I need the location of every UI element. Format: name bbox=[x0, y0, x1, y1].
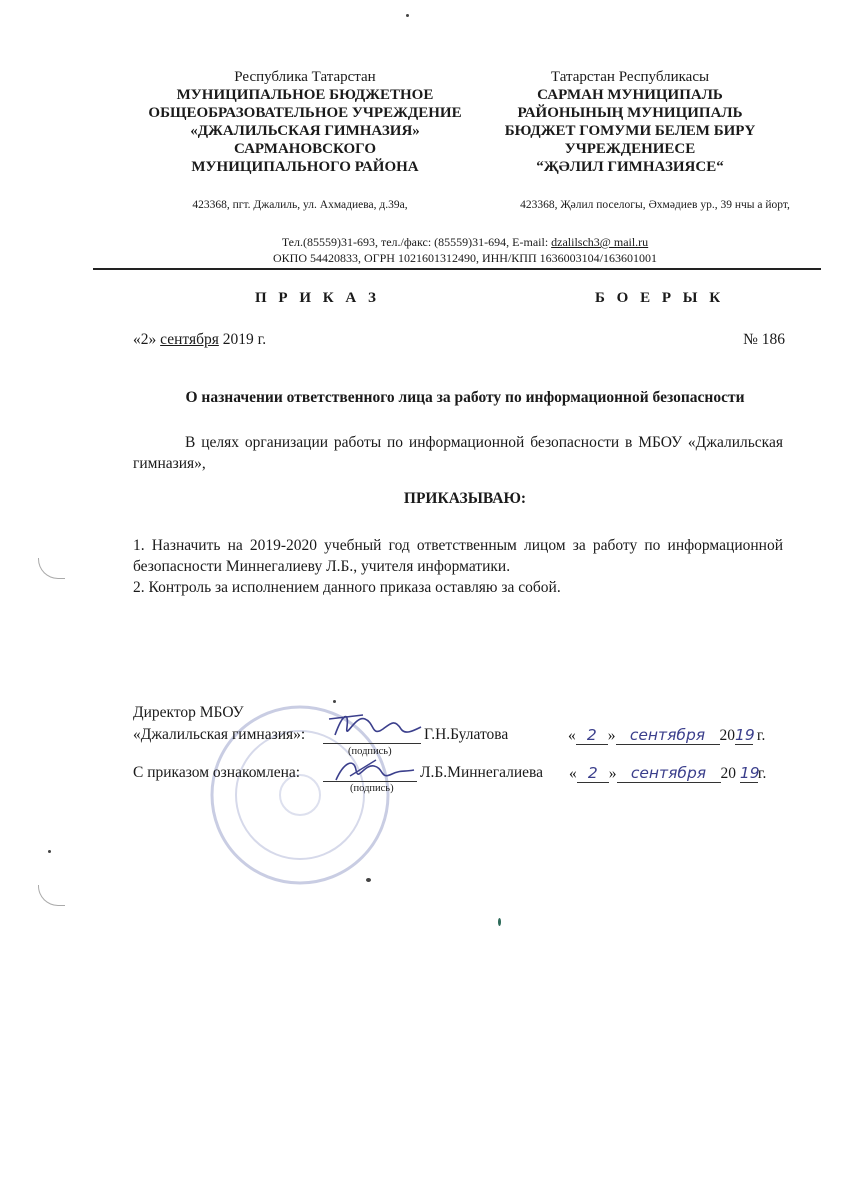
header-right-line4: БЮДЖЕТ ГОМУМИ БЕЛЕМ БИРҮ bbox=[504, 123, 756, 139]
director-org: «Джалильская гимназия»: bbox=[133, 726, 306, 743]
header-left-line3: ОБЩЕОБРАЗОВАТЕЛЬНОЕ УЧРЕЖДЕНИЕ bbox=[148, 105, 462, 121]
header-right-line2: САРМАН МУНИЦИПАЛЬ bbox=[537, 87, 723, 103]
header-right bbox=[470, 68, 790, 176]
order-title-tt: Б О Е Р Ы К bbox=[595, 290, 725, 306]
header-left-line6: МУНИЦИПАЛЬНОГО РАЙОНА bbox=[191, 159, 419, 175]
order-date-year: 2019 г. bbox=[218, 331, 267, 348]
ack-label: С приказом ознакомлена: bbox=[133, 764, 301, 781]
director-date-mid: » bbox=[607, 727, 616, 744]
scan-speck bbox=[406, 14, 409, 17]
ack-date-year-prefix: 20 bbox=[720, 765, 740, 782]
director-name: Г.Н.Булатова bbox=[424, 726, 509, 743]
order-item-2: 2. Контроль за исполнением данного приказа оставляю за собой. bbox=[133, 579, 561, 596]
header-left bbox=[90, 68, 520, 176]
header-right-line1: Татарстан Республикасы bbox=[550, 69, 710, 85]
order-title-ru: П Р И К А З bbox=[255, 290, 380, 306]
director-date-year-prefix: 20 bbox=[719, 727, 735, 744]
contacts bbox=[160, 234, 770, 266]
order-subject: О назначении ответственного лица за работу по информационной безопасности bbox=[185, 389, 745, 406]
order-number: № 186 bbox=[743, 331, 785, 348]
ack-signature-caption: (подпись) bbox=[350, 783, 394, 794]
scan-speck bbox=[366, 878, 371, 882]
ack-date-suffix: г. bbox=[757, 765, 767, 782]
director-title: Директор МБОУ bbox=[133, 704, 244, 721]
director-signature-caption: (подпись) bbox=[348, 746, 392, 757]
ack-name: Л.Б.Миннегалиева bbox=[420, 764, 543, 781]
order-item-1: 1. Назначить на 2019-2020 учебный год ответственным лицом за работу по информационной безопасности Миннегалиеву Л.Б., учителя информатики. bbox=[133, 537, 783, 575]
order-date bbox=[133, 331, 266, 349]
hole-punch-mark bbox=[38, 885, 65, 906]
order-preamble: В целях организации работы по информационной безопасности в МБОУ «Джалильская гимназия», bbox=[133, 434, 783, 472]
header-left-line1: Республика Татарстан bbox=[234, 69, 376, 85]
header-left-line5: САРМАНОВСКОГО bbox=[234, 141, 376, 157]
header-right-address: 423368, Җәлил поселогы, Әхмәдиев ур., 39 нчы а йорт, bbox=[520, 199, 790, 211]
contacts-line bbox=[160, 234, 770, 250]
header-right-line3: РАЙОНЫНЫҢ МУНИЦИПАЛЬ bbox=[517, 105, 743, 121]
director-signature bbox=[325, 705, 425, 750]
header-left-line4: «ДЖАЛИЛЬСКАЯ ГИМНАЗИЯ» bbox=[190, 123, 420, 139]
scan-speck bbox=[333, 700, 336, 703]
header-right-line6: “ҖӘЛИЛ ГИМНАЗИЯСЕ“ bbox=[536, 159, 724, 175]
order-decree: ПРИКАЗЫВАЮ: bbox=[403, 490, 527, 507]
ack-date bbox=[569, 764, 766, 783]
contacts-phones: Тел.(85559)31-693, тел./факс: (85559)31-694, E-mail: bbox=[281, 235, 552, 249]
director-date-year: 19 bbox=[735, 726, 755, 744]
order-date-month: сентября bbox=[160, 331, 219, 348]
director-date-month: сентября bbox=[616, 726, 720, 745]
ack-date-mid: » bbox=[608, 765, 617, 782]
scan-speck bbox=[498, 918, 501, 926]
email-link[interactable]: dzalilsch3@ mail.ru bbox=[551, 235, 649, 249]
ack-date-month: сентября bbox=[617, 764, 721, 783]
hole-punch-mark bbox=[38, 558, 65, 579]
header-left-address: 423368, пгт. Джалиль, ул. Ахмадиева, д.39а, bbox=[192, 199, 408, 211]
registry-line: ОКПО 54420833, ОГРН 1021601312490, ИНН/КПП 1636003104/163601001 bbox=[273, 251, 657, 265]
ack-date-year: 19 bbox=[739, 764, 760, 782]
header-divider bbox=[93, 268, 821, 270]
order-date-day: «2» bbox=[133, 331, 161, 348]
director-date-day: 2 bbox=[576, 726, 608, 745]
header-right-line5: УЧРЕЖДЕНИЕСЕ bbox=[564, 141, 696, 157]
director-date-open: « bbox=[568, 727, 576, 744]
scan-speck bbox=[48, 850, 51, 853]
ack-date-open: « bbox=[569, 765, 577, 782]
director-date-suffix: г. bbox=[753, 727, 766, 744]
director-date bbox=[568, 726, 765, 745]
header-left-line2: МУНИЦИПАЛЬНОЕ БЮДЖЕТНОЕ bbox=[176, 87, 434, 103]
ack-date-day: 2 bbox=[577, 764, 609, 783]
